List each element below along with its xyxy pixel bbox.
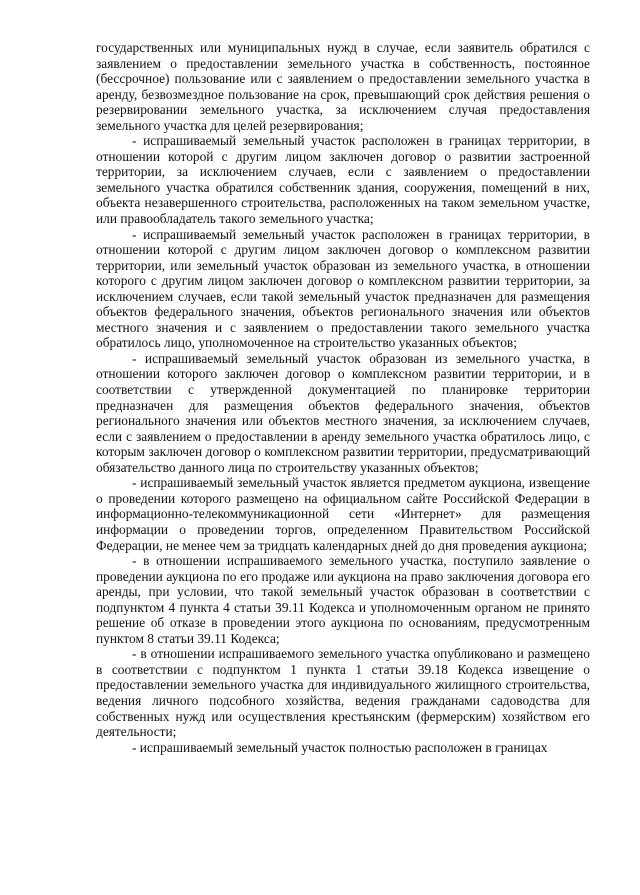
paragraph-7: - в отношении испрашиваемого земельного участка опубликовано и размещено в соответствии с подпунктом 1 пункта 1 статьи 39.18 Кодекса извещение о предоставлении земельного участка для индивидуального жилищного строительства, ведения личного подсобного хозяйства, ведения гражданами садоводства для собственных нужд или осуществления крестьянским (фермерским) хозяйством его деятельности; bbox=[96, 646, 590, 740]
paragraph-3: - испрашиваемый земельный участок расположен в границах территории, в отношении которой с другим лицом заключен договор о комплексном развитии территории, или земельный участок образован из земельного участка, в отношении которого с другим лицом заключен договор о комплексном развитии территории, за исключением случаев, если такой земельный участок предназначен для размещения объектов федерального значения, объектов регионального значения или объектов местного значения и с заявлением о предоставлении такого земельного участка обратилось лицо, уполномоченное на строительство указанных объектов; bbox=[96, 226, 590, 351]
paragraph-2: - испрашиваемый земельный участок расположен в границах территории, в отношении которой с другим лицом заключен договор о развитии застроенной территории, за исключением случаев, если с заявлением о предоставлении земельного участка обратился собственник здания, сооружения, помещений в них, объекта незавершенного строительства, расположенных на таком земельном участке, или правообладатель такого земельного участка; bbox=[96, 133, 590, 227]
paragraph-4: - испрашиваемый земельный участок образован из земельного участка, в отношении которого заключен договор о комплексном развитии территории, и в соответствии с утвержденной документацией по планировке территории предназначен для размещения объектов федерального значения, объектов регионального значения или объектов местного значения, за исключением случаев, если с заявлением о предоставлении в аренду земельного участка обратилось лицо, с которым заключен договор о комплексном развитии территории, предусматривающий обязательство данного лица по строительству указанных объектов; bbox=[96, 350, 590, 475]
paragraph-8: - испрашиваемый земельный участок полностью расположен в границах bbox=[132, 739, 548, 755]
paragraph-1: государственных или муниципальных нужд в случае, если заявитель обратился с заявлением о предоставлении земельного участка в собственность, постоянное (бессрочное) пользование или с заявлением о предоставлении земельного участка в аренду, безвозмездное пользование на срок, превышающий срок действия решения о резервировании земельного участка, за исключением случая предоставления земельного участка для целей резервирования; bbox=[96, 40, 590, 133]
paragraph-6: - в отношении испрашиваемого земельного участка, поступило заявление о проведении аукциона по его продаже или аукциона на право заключения договора его аренды, при условии, что такой земельный участок образован в соответствии с подпунктом 4 пункта 4 статьи 39.11 Кодекса и уполномоченным органом не принято решение об отказе в проведении этого аукциона по основаниям, предусмотренным пунктом 8 статьи 39.11 Кодекса; bbox=[96, 553, 590, 646]
document-body bbox=[96, 40, 590, 755]
paragraph-5: - испрашиваемый земельный участок является предметом аукциона, извещение о проведении которого размещено на официальном сайте Российской Федерации в информационно-телекоммуникационной сети «Интернет» для размещения информации о проведении торгов, определенном Правительством Российской Федерации, не менее чем за тридцать календарных дней до дня проведения аукциона; bbox=[96, 475, 590, 553]
